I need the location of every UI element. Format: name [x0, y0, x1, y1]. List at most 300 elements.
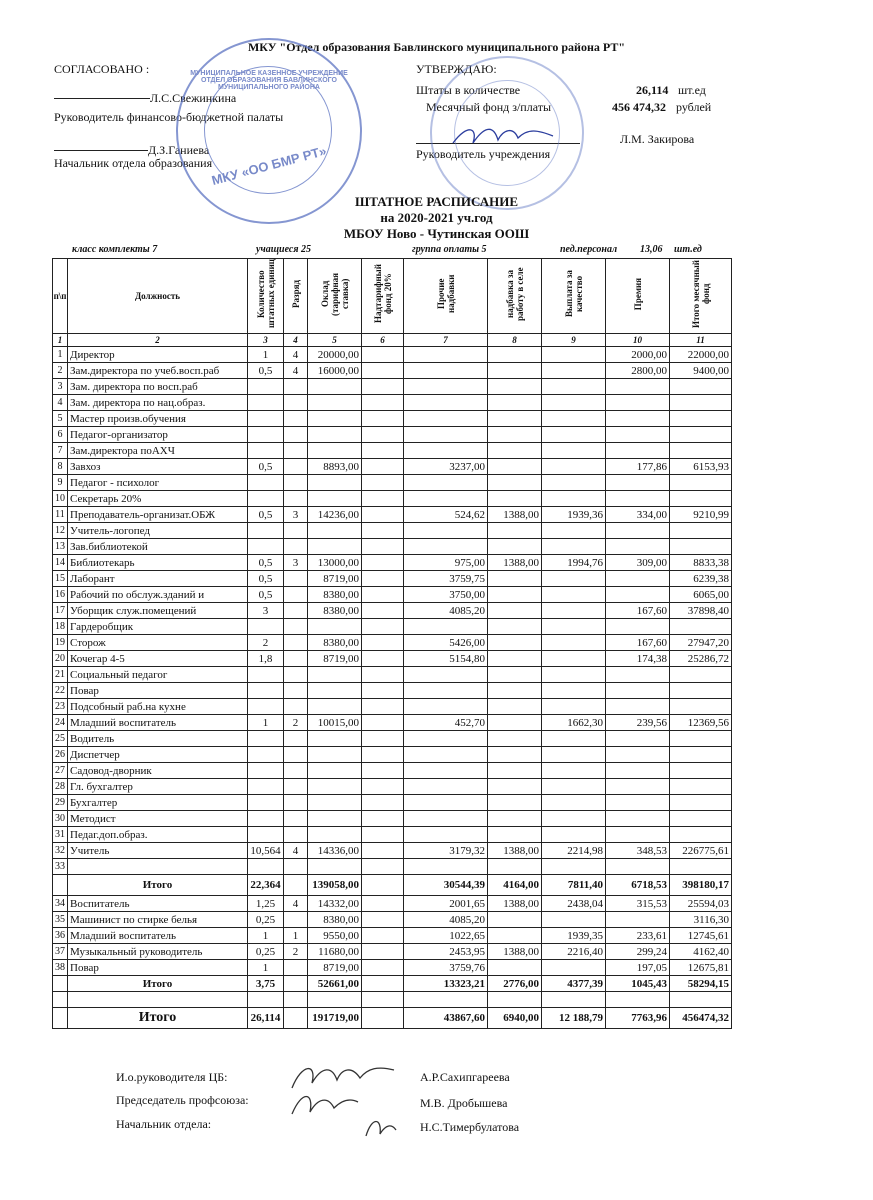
cell-rural-bonus: 1388,00: [488, 843, 542, 859]
cell-grade: [284, 1008, 308, 1029]
table-row: [53, 747, 732, 763]
cell-premium: 177,86: [606, 459, 670, 475]
cell-other-bonus: 4085,20: [404, 912, 488, 928]
cell-position: Зам.директора по учеб.восп.раб: [68, 363, 248, 379]
cell-position: Зам. директора по восп.раб: [68, 379, 248, 395]
cell-salary: 8719,00: [308, 960, 362, 976]
cell-extra-fund: [362, 859, 404, 875]
ped-staff-unit: шт.ед: [674, 244, 702, 255]
cell-salary: 8719,00: [308, 571, 362, 587]
cell-other-bonus: 3750,00: [404, 587, 488, 603]
cell-index: 26: [53, 747, 68, 763]
footer-name-3: Н.С.Тимербулатова: [420, 1120, 520, 1134]
cell-position: Рабочий по обслуж.зданий и: [68, 587, 248, 603]
signature-head: [360, 1110, 400, 1146]
cell-monthly-total: 27947,20: [670, 635, 732, 651]
cell-grade: 4: [284, 347, 308, 363]
cell-units: 22,364: [248, 875, 284, 896]
cell-salary: [308, 539, 362, 555]
cell-index: 24: [53, 715, 68, 731]
cell-premium: 167,60: [606, 635, 670, 651]
cell-premium: [606, 731, 670, 747]
cell-grade: [284, 539, 308, 555]
cell-extra-fund: [362, 896, 404, 912]
cell-salary: [308, 411, 362, 427]
cell-extra-fund: [362, 928, 404, 944]
cell-rural-bonus: [488, 960, 542, 976]
cell-monthly-total: 6239,38: [670, 571, 732, 587]
cell-other-bonus: 7: [404, 334, 488, 347]
cell-rural-bonus: [488, 587, 542, 603]
header-quality-pay: Выплата за качество: [542, 259, 606, 334]
cell-quality-pay: [542, 475, 606, 491]
cell-index: 21: [53, 667, 68, 683]
cell-quality-pay: 4377,39: [542, 976, 606, 992]
cell-units: 1: [248, 715, 284, 731]
cell-quality-pay: [542, 651, 606, 667]
cell-index: 7: [53, 443, 68, 459]
cell-quality-pay: [542, 587, 606, 603]
cell-grade: [284, 571, 308, 587]
cell-quality-pay: [542, 683, 606, 699]
cell-quality-pay: [542, 960, 606, 976]
cell-position: 2: [68, 334, 248, 347]
cell-monthly-total: 12369,56: [670, 715, 732, 731]
cell-rural-bonus: [488, 715, 542, 731]
cell-monthly-total: [670, 699, 732, 715]
footer-role-3: Начальник отдела:: [116, 1117, 212, 1131]
cell-index: 28: [53, 779, 68, 795]
signature-line-1: [54, 98, 150, 99]
cell-extra-fund: [362, 651, 404, 667]
cell-extra-fund: [362, 715, 404, 731]
cell-rural-bonus: [488, 912, 542, 928]
total-row: [53, 875, 732, 896]
cell-premium: [606, 811, 670, 827]
cell-units: 26,114: [248, 1008, 284, 1029]
table-row: [53, 699, 732, 715]
cell-salary: [308, 859, 362, 875]
cell-salary: [308, 747, 362, 763]
cell-grade: [284, 523, 308, 539]
cell-extra-fund: [362, 347, 404, 363]
cell-quality-pay: [542, 411, 606, 427]
cell-premium: 309,00: [606, 555, 670, 571]
cell-units: [248, 491, 284, 507]
table-row: [53, 379, 732, 395]
signature-line-2: [54, 150, 148, 151]
cell-index: 17: [53, 603, 68, 619]
cell-units: 0,25: [248, 944, 284, 960]
cell-grade: [284, 619, 308, 635]
cell-index: 13: [53, 539, 68, 555]
cell-premium: 315,53: [606, 896, 670, 912]
cell-units: 3,75: [248, 976, 284, 992]
cell-salary: 139058,00: [308, 875, 362, 896]
cell-position: Итого: [68, 976, 248, 992]
cell-quality-pay: 2214,98: [542, 843, 606, 859]
cell-quality-pay: [542, 731, 606, 747]
table-row: [53, 411, 732, 427]
cell-other-bonus: [404, 699, 488, 715]
cell-grade: 3: [284, 555, 308, 571]
ped-staff-label: пед.персонал: [560, 244, 618, 255]
cell-index: [53, 1008, 68, 1029]
table-row: [53, 912, 732, 928]
cell-extra-fund: [362, 944, 404, 960]
cell-units: [248, 395, 284, 411]
cell-quality-pay: [542, 523, 606, 539]
cell-empty: [606, 992, 670, 1008]
cell-position: Зам. директора по нац.образ.: [68, 395, 248, 411]
cell-position: Учитель: [68, 843, 248, 859]
header-premium: Премия: [606, 259, 670, 334]
cell-quality-pay: [542, 491, 606, 507]
cell-empty: [68, 992, 248, 1008]
cell-units: 0,5: [248, 459, 284, 475]
cell-units: 0,25: [248, 912, 284, 928]
cell-rural-bonus: [488, 539, 542, 555]
cell-index: 12: [53, 523, 68, 539]
table-row: [53, 443, 732, 459]
cell-grade: 3: [284, 507, 308, 523]
cell-premium: 348,53: [606, 843, 670, 859]
cell-rural-bonus: [488, 363, 542, 379]
director-role: Руководитель учреждения: [416, 147, 551, 161]
cell-index: 15: [53, 571, 68, 587]
cell-other-bonus: [404, 827, 488, 843]
column-number-row: [53, 334, 732, 347]
cell-salary: [308, 731, 362, 747]
cell-grade: [284, 747, 308, 763]
cell-quality-pay: 2216,40: [542, 944, 606, 960]
cell-premium: 10: [606, 334, 670, 347]
cell-rural-bonus: [488, 475, 542, 491]
cell-extra-fund: [362, 475, 404, 491]
cell-quality-pay: [542, 763, 606, 779]
cell-premium: [606, 395, 670, 411]
cell-monthly-total: [670, 427, 732, 443]
cell-grade: [284, 379, 308, 395]
cell-units: [248, 699, 284, 715]
cell-premium: [606, 699, 670, 715]
table-row: [53, 843, 732, 859]
footer-role-1: И.о.руководителя ЦБ:: [116, 1070, 228, 1084]
cell-grade: [284, 683, 308, 699]
cell-monthly-total: 58294,15: [670, 976, 732, 992]
cell-index: 1: [53, 334, 68, 347]
table-row: [53, 795, 732, 811]
signer2-name: Д.З.Ганиева: [148, 143, 210, 157]
cell-salary: [308, 667, 362, 683]
cell-monthly-total: 22000,00: [670, 347, 732, 363]
table-row: [53, 459, 732, 475]
cell-salary: 16000,00: [308, 363, 362, 379]
cell-other-bonus: 13323,21: [404, 976, 488, 992]
cell-quality-pay: [542, 619, 606, 635]
cell-units: [248, 619, 284, 635]
cell-quality-pay: [542, 779, 606, 795]
cell-grade: [284, 763, 308, 779]
cell-other-bonus: 1022,65: [404, 928, 488, 944]
cell-monthly-total: [670, 795, 732, 811]
cell-extra-fund: [362, 683, 404, 699]
cell-grade: [284, 875, 308, 896]
cell-units: 0,5: [248, 587, 284, 603]
cell-rural-bonus: [488, 603, 542, 619]
cell-rural-bonus: [488, 491, 542, 507]
table-row: [53, 635, 732, 651]
cell-premium: [606, 827, 670, 843]
cell-monthly-total: [670, 539, 732, 555]
cell-salary: [308, 779, 362, 795]
cell-index: 35: [53, 912, 68, 928]
cell-other-bonus: [404, 811, 488, 827]
cell-monthly-total: [670, 731, 732, 747]
cell-premium: [606, 491, 670, 507]
cell-grade: [284, 699, 308, 715]
cell-salary: 14336,00: [308, 843, 362, 859]
cell-salary: 5: [308, 334, 362, 347]
cell-position: Диспетчер: [68, 747, 248, 763]
cell-position: Кочегар 4-5: [68, 651, 248, 667]
cell-units: [248, 683, 284, 699]
cell-monthly-total: 6153,93: [670, 459, 732, 475]
cell-extra-fund: [362, 603, 404, 619]
cell-position: Гл. бухгалтер: [68, 779, 248, 795]
table-row: [53, 395, 732, 411]
cell-rural-bonus: [488, 459, 542, 475]
cell-extra-fund: [362, 795, 404, 811]
cell-quality-pay: [542, 811, 606, 827]
cell-other-bonus: [404, 347, 488, 363]
cell-index: 29: [53, 795, 68, 811]
cell-quality-pay: 12 188,79: [542, 1008, 606, 1029]
cell-salary: 8893,00: [308, 459, 362, 475]
cell-salary: [308, 683, 362, 699]
cell-other-bonus: 5426,00: [404, 635, 488, 651]
cell-position: Методист: [68, 811, 248, 827]
cell-extra-fund: [362, 523, 404, 539]
cell-rural-bonus: [488, 395, 542, 411]
table-row: [53, 507, 732, 523]
stamp-outer-text: МУНИЦИПАЛЬНОЕ КАЗЕННОЕ УЧРЕЖДЕНИЕ ОТДЕЛ ОБРАЗОВАНИЯ БАВЛИНСКОГО МУНИЦИПАЛЬНОГО РАЙОНА: [190, 70, 348, 91]
cell-position: Младший воспитатель: [68, 715, 248, 731]
cell-position: Машинист по стирке белья: [68, 912, 248, 928]
cell-grade: [284, 587, 308, 603]
org-title: МКУ "Отдел образования Бавлинского муниципального района РТ": [247, 40, 626, 54]
cell-other-bonus: [404, 523, 488, 539]
cell-index: [53, 976, 68, 992]
cell-position: Сторож: [68, 635, 248, 651]
table-row: [53, 827, 732, 843]
cell-salary: 8380,00: [308, 587, 362, 603]
cell-extra-fund: [362, 427, 404, 443]
cell-quality-pay: [542, 363, 606, 379]
cell-position: Завхоз: [68, 459, 248, 475]
header-salary: Оклад (тарифная ставка): [308, 259, 362, 334]
cell-other-bonus: 43867,60: [404, 1008, 488, 1029]
cell-monthly-total: [670, 443, 732, 459]
cell-monthly-total: 12675,81: [670, 960, 732, 976]
students-count: учащиеся 25: [256, 244, 311, 255]
cell-premium: [606, 747, 670, 763]
cell-rural-bonus: 8: [488, 334, 542, 347]
cell-quality-pay: [542, 827, 606, 843]
footer-name-2: М.В. Дробышева: [420, 1096, 508, 1110]
cell-quality-pay: [542, 539, 606, 555]
cell-other-bonus: 3759,75: [404, 571, 488, 587]
cell-salary: 8380,00: [308, 603, 362, 619]
cell-other-bonus: [404, 779, 488, 795]
cell-other-bonus: 3179,32: [404, 843, 488, 859]
cell-grade: [284, 960, 308, 976]
cell-premium: [606, 523, 670, 539]
cell-index: 31: [53, 827, 68, 843]
cell-salary: [308, 827, 362, 843]
table-row: [53, 363, 732, 379]
cell-grade: [284, 651, 308, 667]
cell-premium: [606, 667, 670, 683]
cell-salary: [308, 795, 362, 811]
cell-position: Педаг.доп.образ.: [68, 827, 248, 843]
table-row: [53, 651, 732, 667]
cell-extra-fund: [362, 411, 404, 427]
cell-grade: [284, 427, 308, 443]
cell-quality-pay: [542, 912, 606, 928]
cell-units: 3: [248, 334, 284, 347]
header-position: Должность: [68, 259, 248, 334]
cell-monthly-total: [670, 763, 732, 779]
cell-salary: [308, 491, 362, 507]
cell-salary: [308, 699, 362, 715]
cell-units: 2: [248, 635, 284, 651]
cell-position: Садовод-дворник: [68, 763, 248, 779]
class-sets: класс комплекты 7: [72, 244, 158, 255]
cell-premium: 167,60: [606, 603, 670, 619]
cell-rural-bonus: [488, 379, 542, 395]
cell-grade: 4: [284, 334, 308, 347]
cell-rural-bonus: [488, 779, 542, 795]
cell-units: [248, 411, 284, 427]
table-row: [53, 683, 732, 699]
cell-quality-pay: [542, 667, 606, 683]
cell-monthly-total: 9210,99: [670, 507, 732, 523]
cell-units: 1: [248, 928, 284, 944]
cell-position: Преподаватель-организат.ОБЖ: [68, 507, 248, 523]
cell-quality-pay: 9: [542, 334, 606, 347]
cell-salary: 52661,00: [308, 976, 362, 992]
cell-extra-fund: [362, 843, 404, 859]
cell-grade: [284, 795, 308, 811]
cell-other-bonus: [404, 539, 488, 555]
cell-position: Повар: [68, 960, 248, 976]
cell-rural-bonus: [488, 667, 542, 683]
table-row: [53, 475, 732, 491]
cell-index: 38: [53, 960, 68, 976]
table-row: [53, 619, 732, 635]
cell-grade: [284, 859, 308, 875]
cell-grade: 1: [284, 928, 308, 944]
cell-grade: [284, 976, 308, 992]
cell-monthly-total: 12745,61: [670, 928, 732, 944]
table-row: [53, 523, 732, 539]
cell-rural-bonus: 1388,00: [488, 507, 542, 523]
cell-index: 5: [53, 411, 68, 427]
cell-grade: [284, 811, 308, 827]
cell-salary: 14332,00: [308, 896, 362, 912]
cell-other-bonus: [404, 731, 488, 747]
cell-salary: 9550,00: [308, 928, 362, 944]
cell-other-bonus: [404, 859, 488, 875]
table-row: [53, 859, 732, 875]
table-row: [53, 960, 732, 976]
table-row: [53, 715, 732, 731]
cell-monthly-total: [670, 811, 732, 827]
cell-rural-bonus: [488, 827, 542, 843]
cell-premium: 2000,00: [606, 347, 670, 363]
cell-units: [248, 763, 284, 779]
cell-salary: 8380,00: [308, 635, 362, 651]
cell-premium: [606, 763, 670, 779]
cell-index: [53, 875, 68, 896]
cell-position: Зав.библиотекой: [68, 539, 248, 555]
cell-other-bonus: [404, 475, 488, 491]
spacer-row: [53, 992, 732, 1008]
cell-other-bonus: 524,62: [404, 507, 488, 523]
cell-position: Подсобный раб.на кухне: [68, 699, 248, 715]
cell-extra-fund: [362, 811, 404, 827]
cell-monthly-total: 3116,30: [670, 912, 732, 928]
cell-empty: [53, 992, 68, 1008]
director-name: Л.М. Закирова: [620, 132, 695, 146]
table-row: [53, 347, 732, 363]
cell-units: [248, 779, 284, 795]
grand-total-row: [53, 1008, 732, 1029]
cell-other-bonus: [404, 395, 488, 411]
cell-monthly-total: 25286,72: [670, 651, 732, 667]
cell-monthly-total: [670, 491, 732, 507]
cell-index: 30: [53, 811, 68, 827]
cell-extra-fund: [362, 960, 404, 976]
cell-premium: 239,56: [606, 715, 670, 731]
cell-monthly-total: [670, 779, 732, 795]
cell-quality-pay: 1662,30: [542, 715, 606, 731]
cell-quality-pay: 1939,36: [542, 507, 606, 523]
cell-extra-fund: [362, 571, 404, 587]
cell-monthly-total: [670, 827, 732, 843]
cell-grade: [284, 459, 308, 475]
cell-index: 14: [53, 555, 68, 571]
cell-extra-fund: [362, 459, 404, 475]
cell-quality-pay: [542, 747, 606, 763]
doc-subtitle: на 2020-2021 уч.год: [380, 210, 493, 225]
cell-rural-bonus: 1388,00: [488, 896, 542, 912]
cell-monthly-total: [670, 683, 732, 699]
cell-position: Педагог - психолог: [68, 475, 248, 491]
cell-units: [248, 811, 284, 827]
cell-units: 1: [248, 347, 284, 363]
cell-extra-fund: [362, 363, 404, 379]
cell-other-bonus: [404, 443, 488, 459]
header-units: Количество штатных единиц: [248, 259, 284, 334]
cell-grade: 2: [284, 715, 308, 731]
cell-grade: 2: [284, 944, 308, 960]
cell-quality-pay: [542, 571, 606, 587]
cell-premium: [606, 443, 670, 459]
table-row: [53, 603, 732, 619]
cell-salary: 13000,00: [308, 555, 362, 571]
